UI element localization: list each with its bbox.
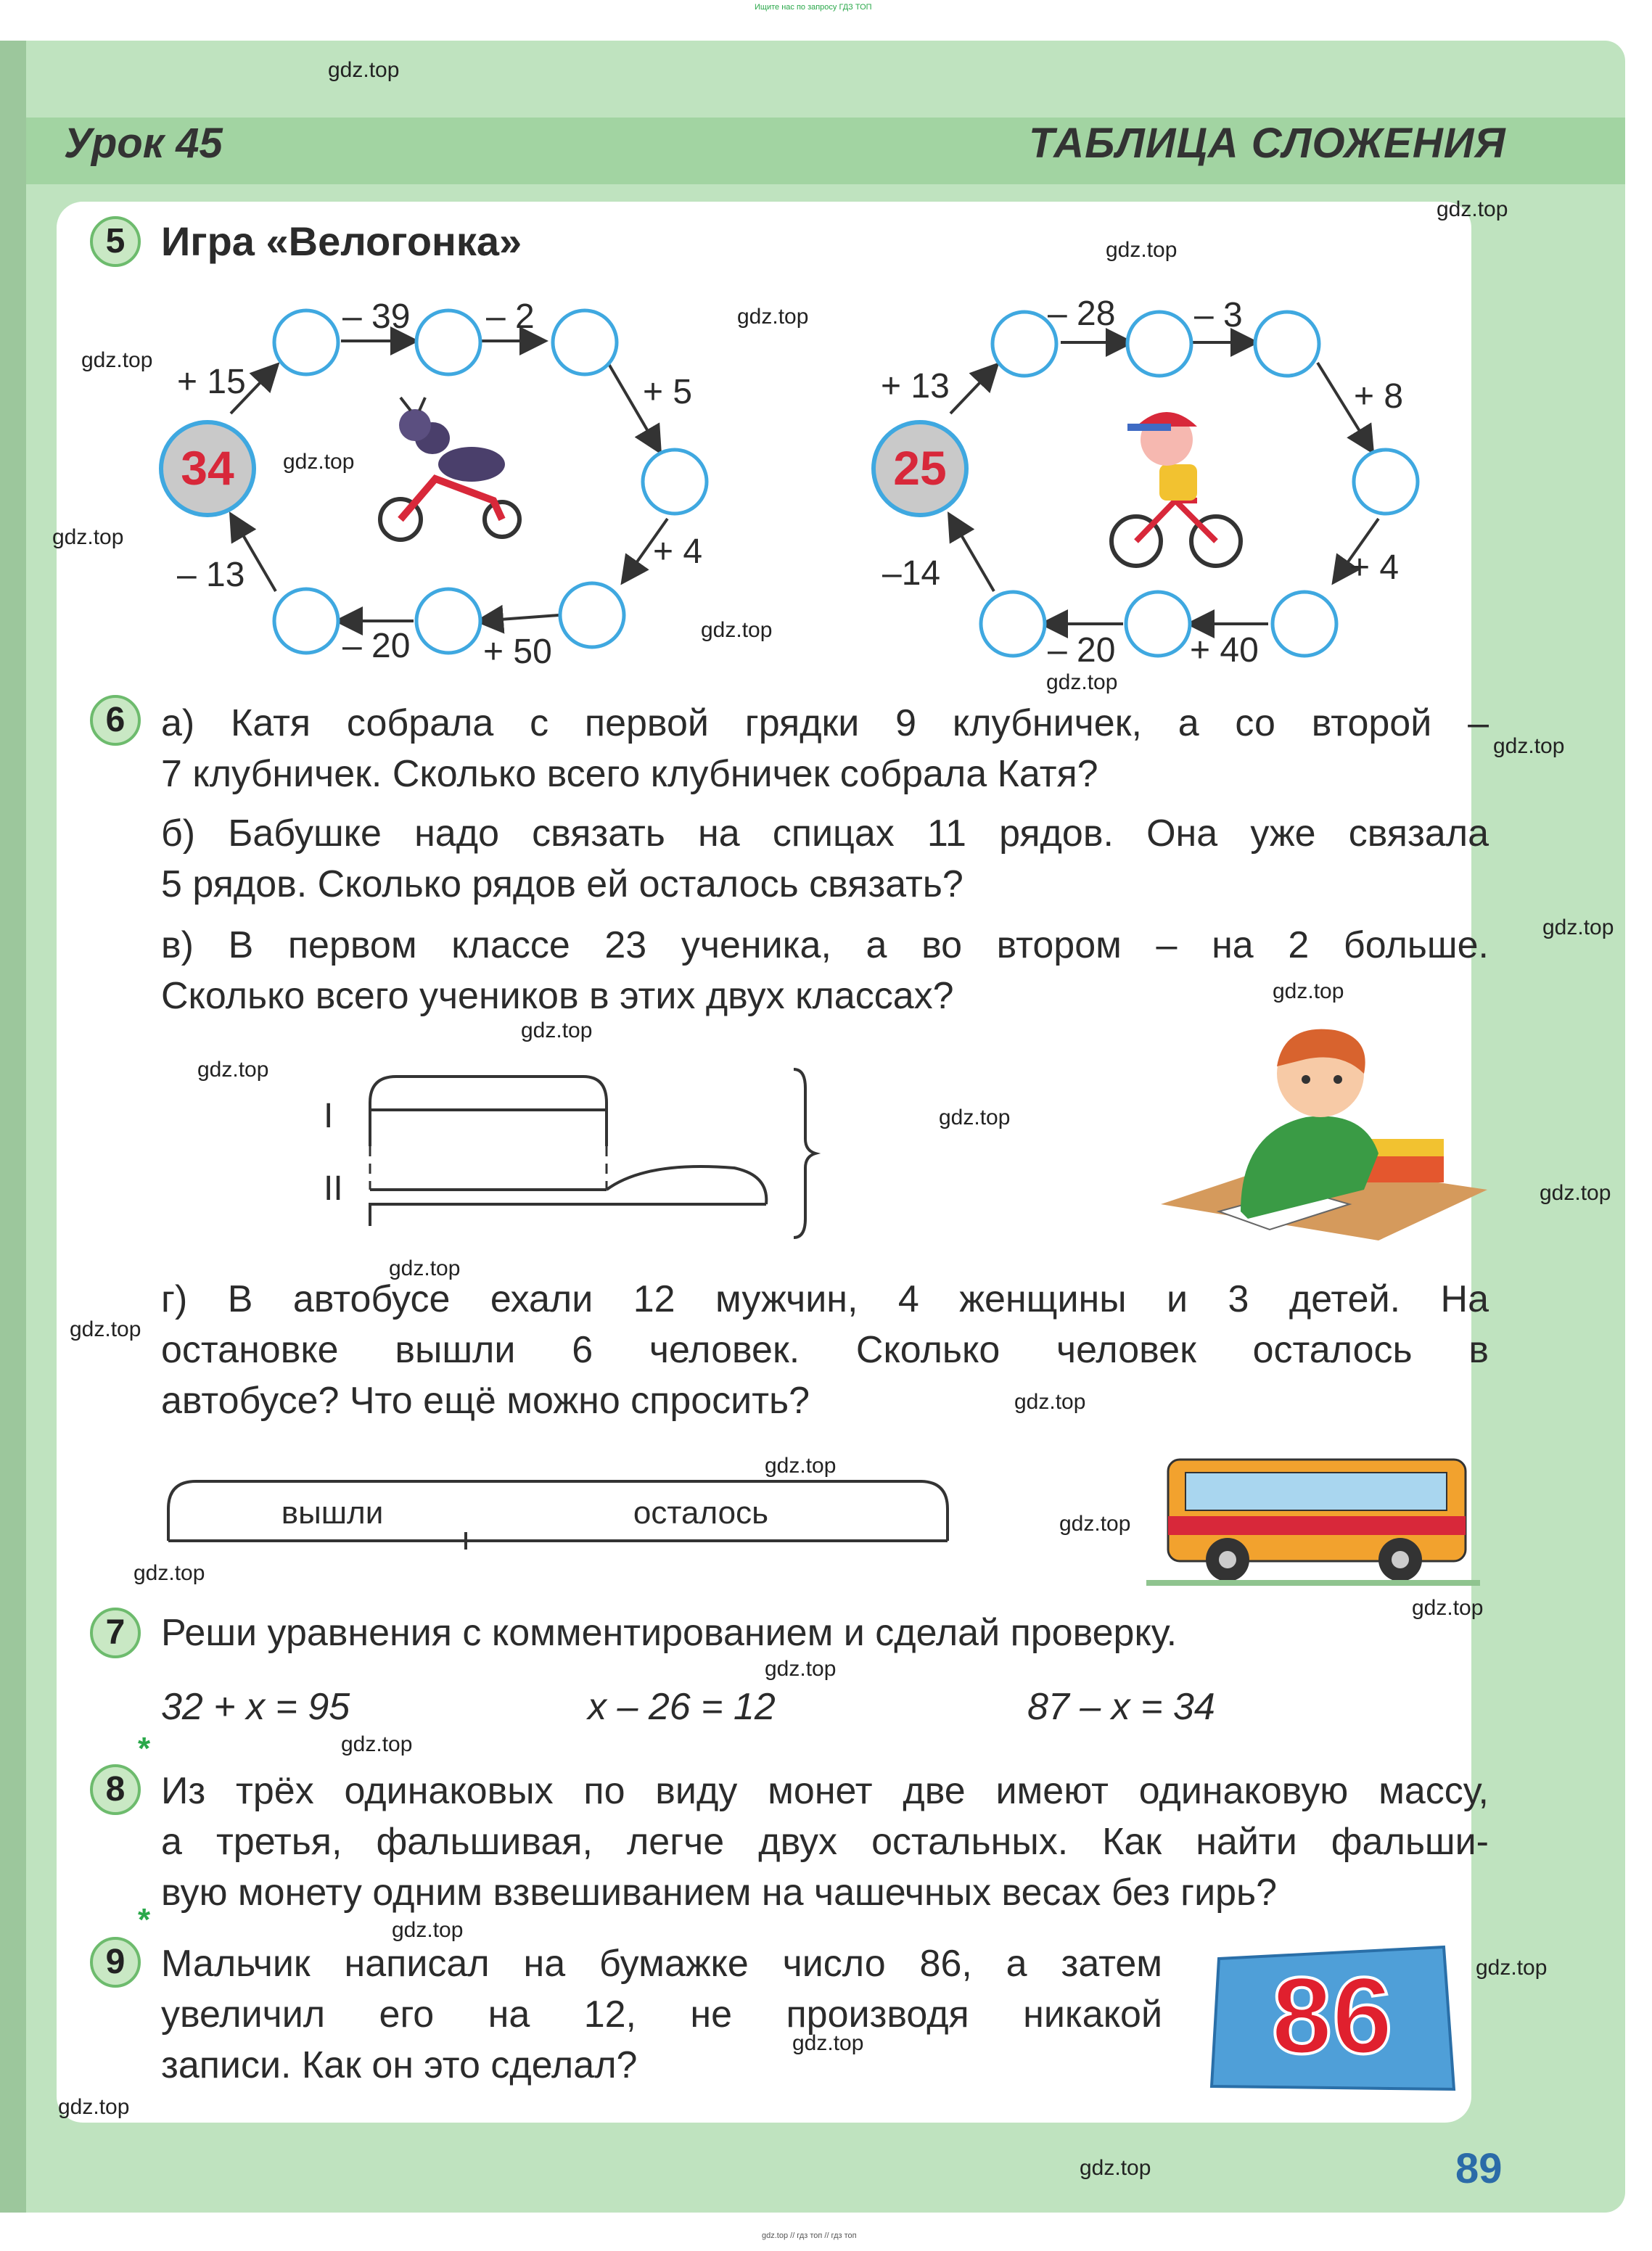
svg-text:– 2: – 2: [486, 297, 535, 336]
svg-text:+ 15: + 15: [177, 363, 246, 401]
svg-text:+ 5: + 5: [643, 373, 693, 411]
exercise-number: 6: [90, 695, 141, 746]
problem-text: 5 рядов. Сколько рядов ей осталось связать?: [161, 863, 963, 905]
problem-text: остановке вышли 6 человек. Сколько человек осталось в: [161, 1329, 1489, 1371]
watermark: gdz.top: [939, 1106, 1011, 1129]
watermark: gdz.top: [52, 525, 124, 549]
bus-illustration: [1146, 1444, 1480, 1589]
problem-text: а) Катя собрала с первой грядки 9 клубничек, а со второй –: [161, 702, 1489, 744]
equation: 87 – x = 34: [1027, 1686, 1215, 1728]
problem-text: записи. Как он это сделал?: [161, 2044, 638, 2086]
star-mark: *: [138, 1902, 151, 1938]
watermark: gdz.top: [328, 58, 400, 82]
segment-label: осталось: [633, 1495, 769, 1531]
exercise-title: Игра «Велогонка»: [161, 218, 522, 264]
problem-text: в) В первом классе 23 ученика, а во втором – на 2 больше.: [161, 924, 1489, 966]
problem-text: Мальчик написал на бумажке число 86, а затем: [161, 1943, 1162, 1985]
watermark: gdz.top: [1273, 979, 1344, 1003]
watermark: gdz.top: [58, 2095, 130, 2119]
watermark: gdz.top: [737, 305, 809, 329]
problem-text: 7 клубничек. Сколько всего клубничек собрала Катя?: [161, 753, 1098, 795]
row-label: II: [324, 1169, 343, 1208]
svg-text:+ 8: + 8: [1354, 377, 1404, 416]
svg-text:+ 40: + 40: [1190, 631, 1259, 670]
problem-text: б) Бабушке надо связать на спицах 11 рядов. Она уже связала: [161, 812, 1489, 855]
watermark: gdz.top: [389, 1256, 461, 1280]
equation: x – 26 = 12: [588, 1686, 776, 1728]
watermark: gdz.top: [392, 1918, 464, 1942]
watermark: gdz.top: [283, 450, 355, 474]
problem-text: автобусе? Что ещё можно спросить?: [161, 1380, 810, 1422]
watermark: gdz.top: [1476, 1956, 1548, 1980]
watermark: gdz.top: [1080, 2156, 1151, 2180]
problem-text: г) В автобусе ехали 12 мужчин, 4 женщины и 3 детей. На: [161, 1278, 1489, 1320]
equation: 32 + x = 95: [161, 1686, 350, 1728]
watermark: gdz.top: [701, 618, 773, 642]
exercise-number: 5: [90, 216, 141, 267]
watermark: gdz.top: [765, 1454, 837, 1478]
problem-text: Из трёх одинаковых по виду монет две имеют одинаковую массу,: [161, 1770, 1489, 1812]
watermark: gdz.top: [1046, 670, 1118, 694]
card-number: 86: [1271, 1954, 1393, 2076]
page-number: 89: [1455, 2145, 1503, 2192]
problem-text: Сколько всего учеников в этих двух классах?: [161, 975, 954, 1017]
exercise-number: 8: [90, 1764, 141, 1815]
watermark: gdz.top: [133, 1561, 205, 1585]
number-card-illustration: [1204, 1944, 1466, 2104]
watermark: gdz.top: [1437, 197, 1508, 221]
watermark: gdz.top: [765, 1657, 837, 1681]
lesson-title: ТАБЛИЦА СЛОЖЕНИЯ: [1029, 120, 1506, 167]
problem-text: увеличил его на 12, не производя никакой: [161, 1993, 1162, 2036]
problem-text: а третья, фальшивая, легче двух остальных. Как найти фальши-: [161, 1821, 1489, 1863]
svg-text:–14: –14: [882, 554, 941, 593]
lesson-number: Урок 45: [64, 120, 223, 167]
svg-text:+ 13: + 13: [881, 367, 950, 406]
watermark: gdz.top: [1540, 1181, 1611, 1205]
star-mark: *: [138, 1731, 151, 1766]
watermark: gdz.top: [1493, 734, 1565, 758]
svg-text:– 20: – 20: [1048, 631, 1116, 670]
problem-text: Реши уравнения с комментированием и сделай проверку.: [161, 1612, 1178, 1654]
segment-label: вышли: [281, 1495, 384, 1531]
exercise-number: 7: [90, 1608, 141, 1658]
start-number: 34: [181, 441, 234, 495]
svg-text:– 28: – 28: [1048, 295, 1116, 333]
watermark: gdz.top: [81, 348, 153, 372]
svg-text:+ 4: + 4: [653, 532, 703, 571]
watermark: gdz.top: [197, 1058, 269, 1082]
footer-note: gdz.top // гдз топ // гдз топ: [762, 2231, 857, 2240]
svg-text:+ 4: + 4: [1349, 548, 1400, 587]
svg-text:– 20: – 20: [342, 627, 411, 665]
svg-text:– 39: – 39: [342, 297, 411, 336]
start-number: 25: [893, 441, 947, 495]
row-label: I: [324, 1097, 334, 1135]
svg-text:– 3: – 3: [1194, 296, 1243, 334]
watermark: gdz.top: [792, 2031, 864, 2055]
problem-text: вую монету одним взвешиванием на чашечных весах без гирь?: [161, 1872, 1278, 1914]
watermark: gdz.top: [1106, 238, 1178, 262]
watermark: gdz.top: [341, 1732, 413, 1756]
svg-text:+ 50: + 50: [483, 633, 552, 671]
watermark: gdz.top: [1059, 1512, 1131, 1536]
watermark: gdz.top: [1014, 1390, 1086, 1414]
watermark: gdz.top: [1412, 1596, 1484, 1620]
svg-text:– 13: – 13: [177, 556, 245, 594]
exercise-number: 9: [90, 1937, 141, 1988]
top-note: Ищите нас по запросу ГДЗ ТОП: [755, 3, 872, 12]
watermark: gdz.top: [70, 1317, 141, 1341]
watermark: gdz.top: [521, 1018, 593, 1042]
watermark: gdz.top: [1542, 915, 1614, 939]
